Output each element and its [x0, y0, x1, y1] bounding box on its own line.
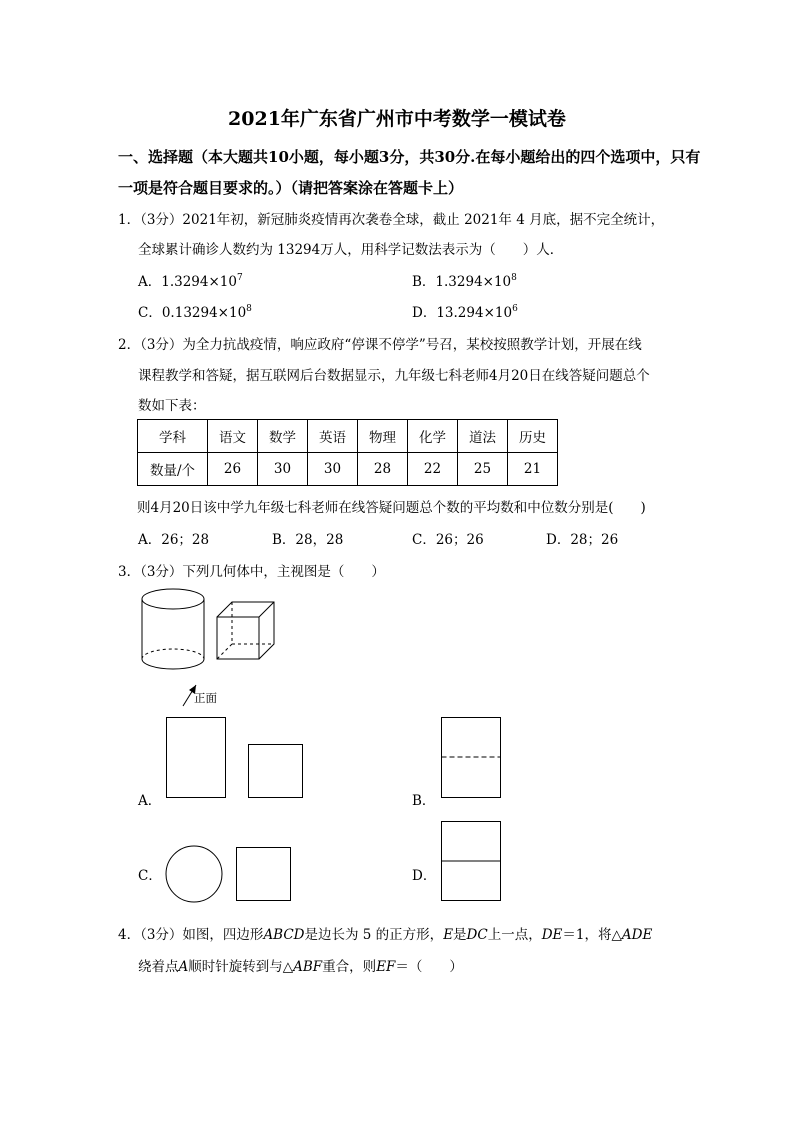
table-cell: 28 — [358, 453, 408, 486]
q2-line3: 数如下表： — [138, 398, 206, 414]
q4-text: ＝（ ） — [395, 959, 463, 975]
q2-option-d: D．28；26 — [546, 532, 619, 548]
table-cell: 英语 — [308, 420, 358, 453]
table-cell: 30 — [258, 453, 308, 486]
q4-text: 上一点， — [487, 927, 542, 943]
table-header-row — [138, 420, 558, 453]
table-cell: 25 — [458, 453, 508, 486]
q4-text: 是边长为 5 的正方形， — [304, 927, 444, 943]
q1-option-d — [412, 301, 518, 321]
q1-line2: 全球累计确诊人数约为 13294万人，用科学记数法表示为（ ）人． — [138, 242, 564, 258]
q3-option-d-figure — [439, 819, 503, 903]
option-value: 1.3294×10 — [435, 274, 512, 290]
q4-var-a: A — [178, 959, 189, 975]
q4-var-dc: DC — [466, 927, 488, 943]
q4-text: 4．（3分）如图，四边形 — [118, 927, 264, 943]
section-heading-line2: 一项是符合题目要求的。）（请把答案涂在答题卡上） — [118, 179, 464, 197]
q2-option-b: B．28，28 — [272, 532, 344, 548]
q2-line2: 课程教学和答疑，据互联网后台数据显示，九年级七科老师4月20日在线答疑问题总个 — [138, 368, 650, 384]
option-value: 0.13294×10 — [161, 305, 247, 321]
option-label: B． — [412, 274, 436, 290]
table-cell: 历史 — [508, 420, 558, 453]
q2-option-a: A．26；28 — [138, 532, 210, 548]
q3-option-b-figure — [439, 715, 503, 801]
q1-option-b — [412, 270, 517, 290]
q4-var-e: E — [443, 927, 454, 943]
q4-text: 是 — [453, 927, 467, 943]
q2-data-table — [137, 419, 558, 486]
q1-option-a — [138, 270, 243, 290]
option-exponent: 8 — [511, 273, 517, 283]
section-heading-line1: 一、选择题（本大题共10小题，每小题3分，共30分.在每小题给出的四个选项中，只有 — [118, 148, 701, 166]
q3-option-c-label: C． — [138, 868, 162, 884]
cylinder-top — [142, 589, 204, 609]
table-cell: 数学 — [258, 420, 308, 453]
table-cell: 化学 — [408, 420, 458, 453]
table-cell: 学科 — [138, 420, 208, 453]
q4-line1 — [118, 923, 652, 943]
table-row — [138, 453, 558, 486]
option-exponent: 8 — [246, 304, 252, 314]
q4-var-abf: ABF — [293, 959, 323, 975]
option-value: 13.294×10 — [436, 305, 513, 321]
option-value: 1.3294×10 — [161, 274, 237, 290]
option-label: D． — [412, 305, 437, 321]
table-cell: 22 — [408, 453, 458, 486]
q4-line2 — [138, 955, 463, 975]
q3-option-d-label: D． — [412, 868, 437, 884]
q4-text: ＝1，将△ — [562, 927, 622, 943]
table-cell: 21 — [508, 453, 558, 486]
option-label: C． — [138, 305, 162, 321]
q4-text: 绕着点 — [138, 959, 179, 975]
q2-line1: 2．（3分）为全力抗战疫情，响应政府“停课不停学”号召，某校按照教学计划，开展在线 — [118, 337, 642, 353]
q3-option-c-figure — [164, 844, 306, 904]
option-exponent: 7 — [236, 273, 243, 283]
front-view-label: 正面 — [194, 691, 217, 705]
q4-var-abcd: ABCD — [263, 927, 305, 943]
page-title: 2021年广东省广州市中考数学一模试卷 — [228, 108, 566, 130]
q4-var-ade: ADE — [621, 927, 653, 943]
q1-line1: 1．（3分）2021年初，新冠肺炎疫情再次袭卷全球，截止 2021年 4 月底，据不完全统计， — [118, 212, 665, 228]
q3-option-a-figure — [164, 715, 306, 801]
q4-var-ef: EF — [376, 959, 396, 975]
table-cell: 道法 — [458, 420, 508, 453]
q2-question: 则4月20日该中学九年级七科老师在线答疑问题总个数的平均数和中位数分别是( ) — [137, 500, 646, 516]
option-label: A． — [138, 274, 162, 290]
q4-text: 重合，则 — [322, 959, 377, 975]
q1-option-c — [138, 301, 252, 321]
q2-option-c: C．26；26 — [412, 532, 484, 548]
table-cell: 物理 — [358, 420, 408, 453]
table-cell: 语文 — [208, 420, 258, 453]
q3-line1: 3．（3分）下列几何体中，主视图是（ ） — [118, 564, 385, 580]
q4-var-de: DE — [541, 927, 563, 943]
table-cell: 30 — [308, 453, 358, 486]
q3-option-b-label: B． — [412, 793, 436, 809]
q3-option-a-label: A． — [138, 793, 162, 809]
option-exponent: 6 — [512, 304, 518, 314]
table-cell: 26 — [208, 453, 258, 486]
q4-text: 顺时针旋转到与△ — [188, 959, 294, 975]
table-cell: 数量/个 — [138, 453, 208, 486]
